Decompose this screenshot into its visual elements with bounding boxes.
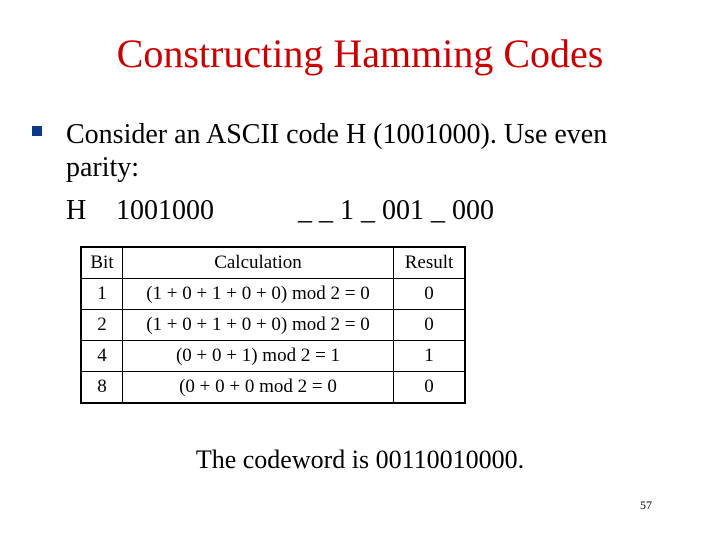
parity-table: [80, 246, 466, 404]
header-result: Result: [394, 247, 466, 279]
cell-bit: 2: [81, 310, 123, 341]
slide-title: Constructing Hamming Codes: [116, 31, 604, 76]
cell-result: 1: [394, 341, 466, 372]
cell-result: 0: [394, 310, 466, 341]
header-calculation: Calculation: [123, 247, 394, 279]
codeword-pattern: _ _ 1 _ 001 _ 000: [298, 195, 494, 226]
cell-bit: 8: [81, 372, 123, 404]
cell-result: 0: [394, 372, 466, 404]
table-row: [81, 310, 465, 341]
cell-calculation: (0 + 0 + 1) mod 2 = 1: [123, 341, 394, 372]
h-ascii-code: 1001000: [116, 195, 214, 226]
cell-bit: 1: [81, 279, 123, 310]
header-bit: Bit: [81, 247, 123, 279]
table-row: [81, 372, 465, 404]
table-row: [81, 341, 465, 372]
bullet-text: Consider an ASCII code H (1001000). Use even parity:: [66, 119, 608, 183]
table-header-row: [81, 247, 465, 279]
table-row: [81, 279, 465, 310]
codeword-conclusion: The codeword is 00110010000.: [195, 445, 525, 474]
h-letter: H: [66, 195, 87, 226]
square-bullet-icon: [32, 126, 42, 136]
cell-calculation: (1 + 0 + 1 + 0 + 0) mod 2 = 0: [123, 279, 394, 310]
cell-calculation: (1 + 0 + 1 + 0 + 0) mod 2 = 0: [123, 310, 394, 341]
cell-bit: 4: [81, 341, 123, 372]
cell-calculation: (0 + 0 + 0 mod 2 = 0: [123, 372, 394, 404]
cell-result: 0: [394, 279, 466, 310]
page-number: 57: [640, 498, 652, 512]
